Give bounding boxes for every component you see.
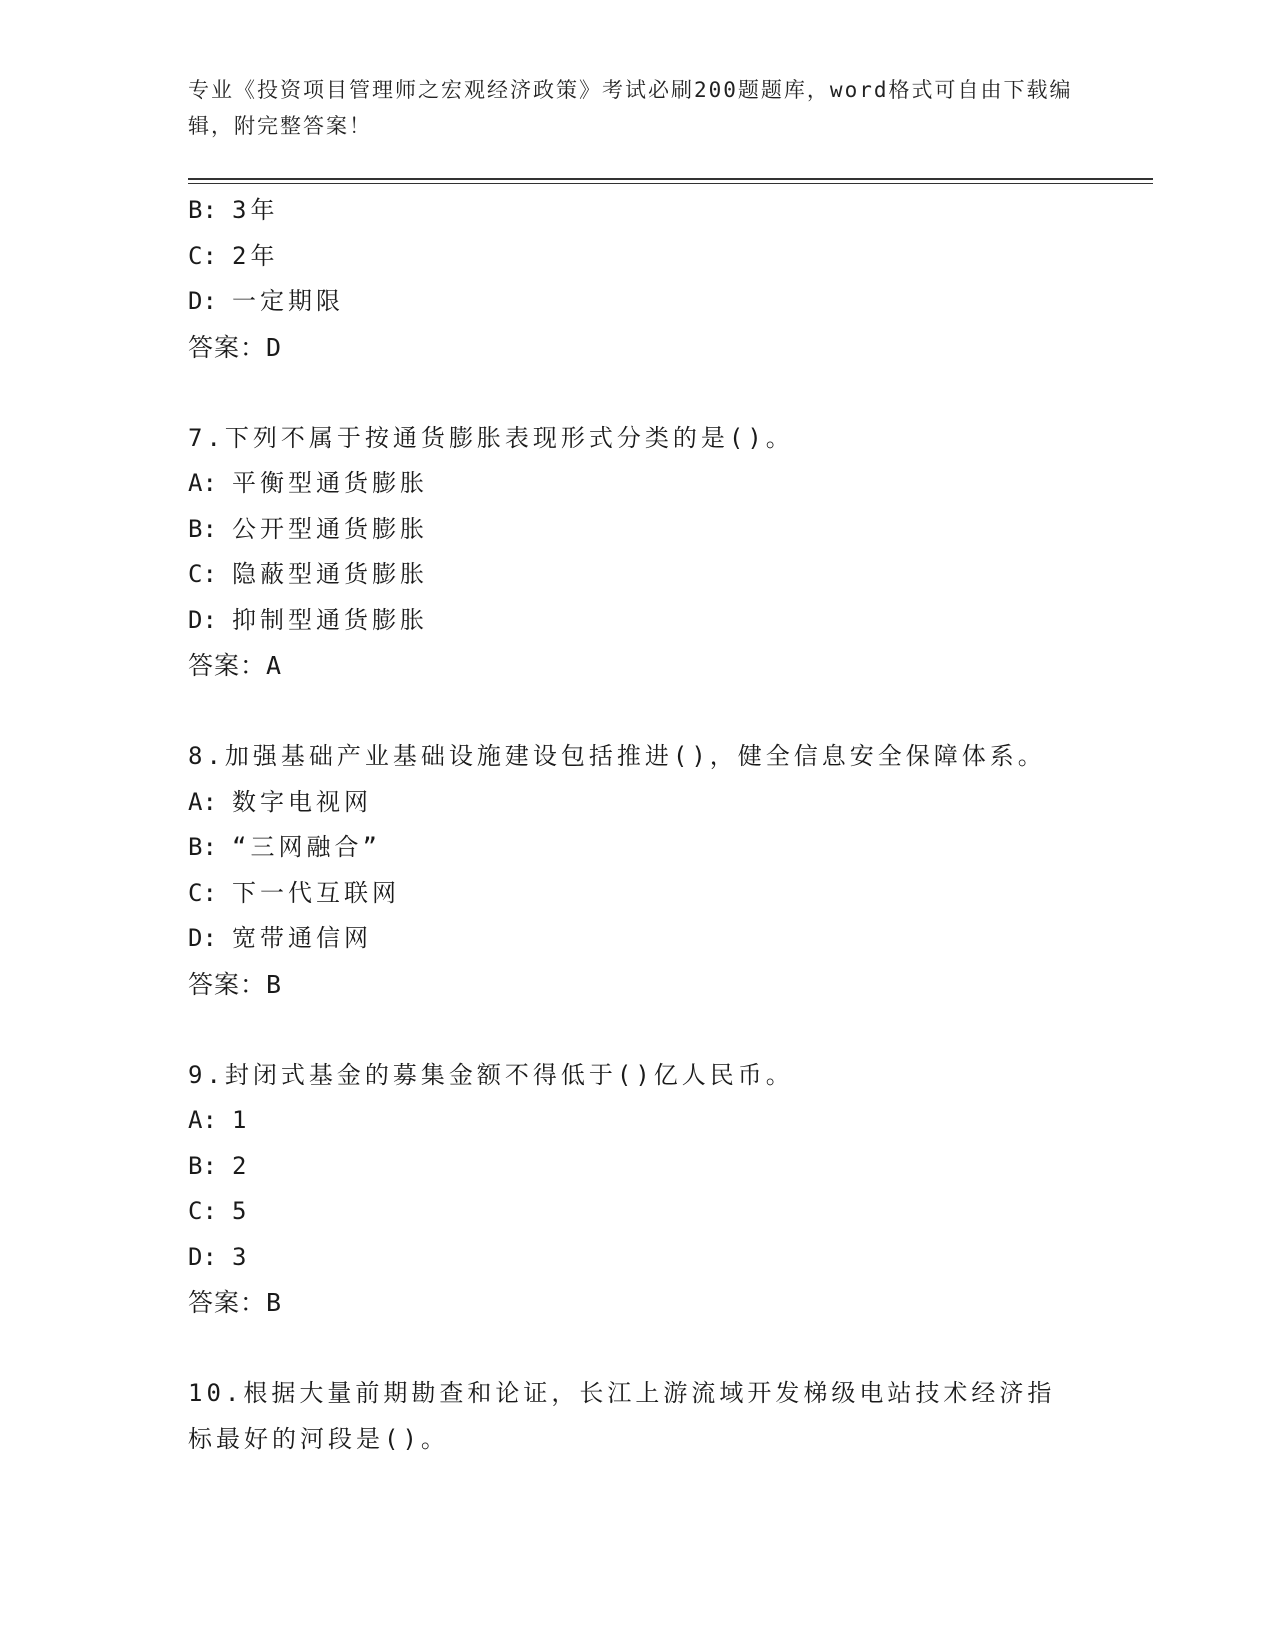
answer-label: 答案： [188, 1288, 267, 1317]
spacer [188, 370, 1088, 416]
option-d [188, 1235, 1088, 1281]
option-text: 2 [232, 1151, 251, 1180]
option-key: B: [188, 196, 217, 224]
answer-value: B [266, 1288, 283, 1317]
answer-line [188, 962, 1088, 1008]
option-text: 2年 [232, 241, 279, 270]
option-key: C: [188, 560, 217, 588]
option-text: “三网融合” [232, 833, 381, 861]
question-stem: 10.根据大量前期勘查和论证，长江上游流域开发梯级电站技术经济指标最好的河段是()。 [188, 1379, 1056, 1453]
option-key: A: [188, 1106, 217, 1134]
spacer [188, 1326, 1088, 1372]
spacer [188, 689, 1088, 735]
option-text: 3年 [232, 196, 279, 224]
answer-value: B [266, 969, 283, 999]
option-key: D: [188, 924, 217, 952]
option-text: 抑制型通货膨胀 [232, 605, 428, 634]
answer-line [188, 643, 1088, 689]
option-text: 平衡型通货膨胀 [232, 469, 428, 497]
answer-line [188, 325, 1088, 371]
question-stem: 8.加强基础产业基础设施建设包括推进()，健全信息安全保障体系。 [188, 742, 1046, 770]
option-key: C: [188, 1197, 217, 1225]
option-text: 隐蔽型通货膨胀 [232, 560, 428, 588]
document-body [188, 188, 1088, 1462]
option-c [188, 234, 1088, 280]
option-text: 5 [232, 1197, 251, 1225]
option-text: 宽带通信网 [232, 924, 372, 952]
option-c [188, 1189, 1088, 1235]
option-d [188, 279, 1088, 325]
option-key: B: [188, 1151, 217, 1180]
option-key: D: [188, 287, 217, 315]
option-d [188, 598, 1088, 644]
option-c [188, 552, 1088, 598]
option-text: 一定期限 [232, 287, 344, 315]
option-key: B: [188, 514, 217, 543]
question-stem: 7.下列不属于按通货膨胀表现形式分类的是()。 [188, 423, 794, 452]
option-key: A: [188, 469, 217, 497]
question-7 [188, 416, 1088, 689]
option-text: 1 [232, 1106, 251, 1134]
option-key: C: [188, 878, 217, 907]
option-key: D: [188, 605, 217, 634]
option-key: C: [188, 241, 217, 270]
option-a [188, 780, 1088, 826]
spacer [188, 1007, 1088, 1053]
option-b [188, 825, 1088, 871]
header-rule-thin [188, 183, 1153, 184]
option-text: 3 [232, 1242, 251, 1271]
option-text: 公开型通货膨胀 [232, 514, 428, 543]
option-text: 数字电视网 [232, 787, 372, 816]
option-c [188, 871, 1088, 917]
option-key: D: [188, 1242, 217, 1271]
question-10 [188, 1371, 1088, 1462]
header-rule-thick [188, 178, 1153, 180]
option-text: 下一代互联网 [232, 878, 400, 907]
option-b [188, 188, 1088, 234]
answer-value: D [266, 332, 283, 362]
answer-label: 答案： [188, 651, 267, 680]
option-b [188, 507, 1088, 553]
answer-line [188, 1280, 1088, 1326]
option-a [188, 1098, 1088, 1144]
question-8 [188, 734, 1088, 1007]
question-6-tail [188, 188, 1088, 370]
option-d [188, 916, 1088, 962]
answer-label: 答案： [188, 332, 267, 362]
question-9 [188, 1053, 1088, 1326]
answer-value: A [266, 651, 283, 680]
answer-label: 答案： [188, 969, 267, 999]
option-key: A: [188, 787, 217, 816]
question-stem: 9.封闭式基金的募集金额不得低于()亿人民币。 [188, 1060, 794, 1089]
document-header: 专业《投资项目管理师之宏观经济政策》考试必刷200题题库，word格式可自由下载编辑，附完整答案！ [188, 78, 1073, 138]
option-b [188, 1144, 1088, 1190]
option-a [188, 461, 1088, 507]
option-key: B: [188, 833, 217, 861]
